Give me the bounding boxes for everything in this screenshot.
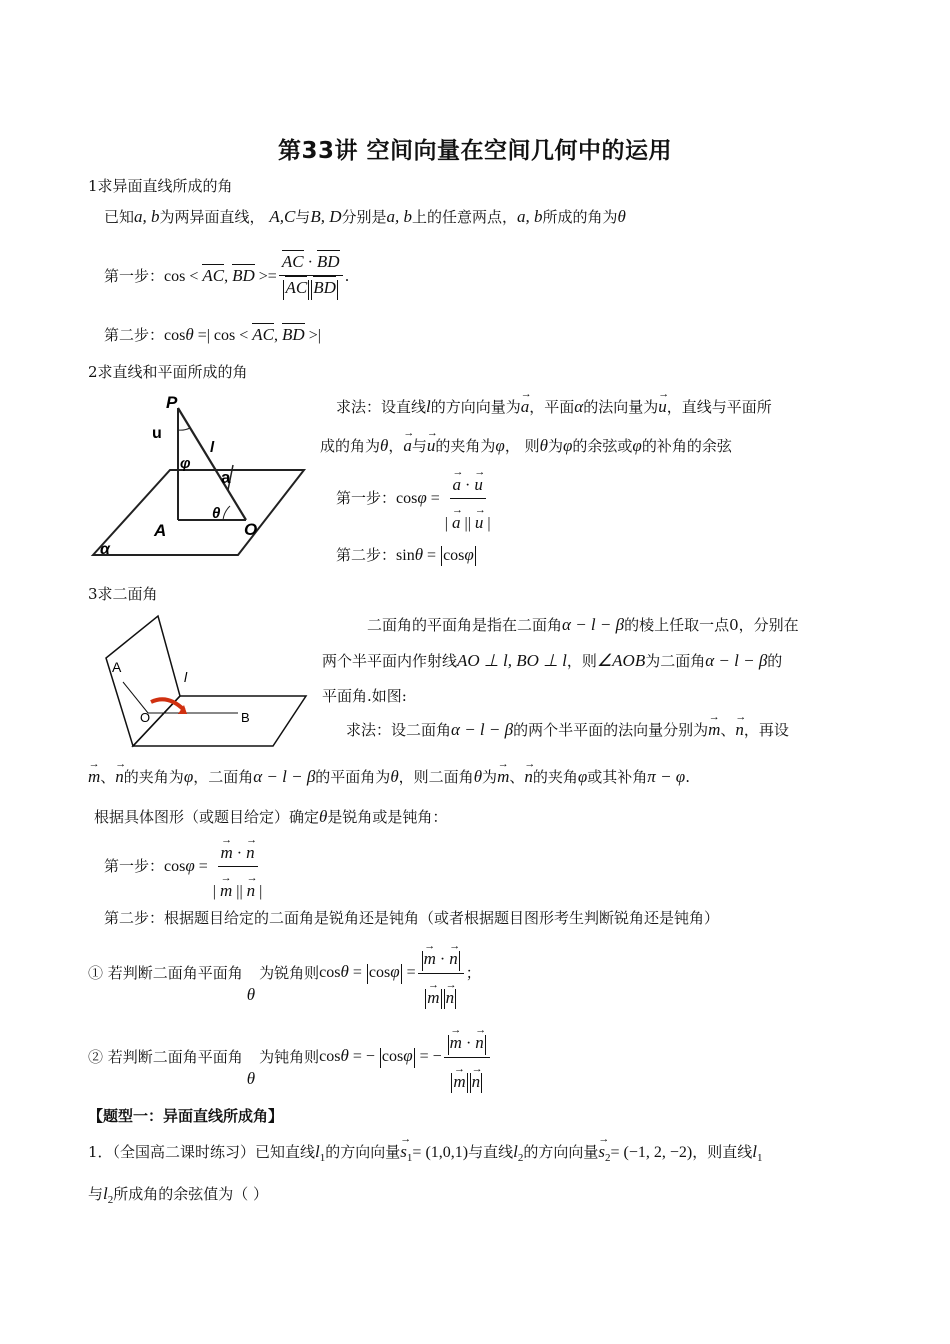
fig-label-l: l: [184, 669, 188, 685]
section3-step2: 第二步：根据题目给定的二面角是锐角还是钝角（或者根据题目图形考生判断锐角还是钝角）: [104, 909, 720, 927]
section2-step2: 第二步：sinθ = cosφ: [336, 545, 477, 566]
section2-method-line2: 成的角为θ，→ a与→ u的夹角为φ， 则θ为φ的余弦或φ的补角的余弦: [320, 436, 732, 456]
section3-case1: ① 若判断二面角平面角 θ 为锐角则 cosθ = cosφ = → m · → n → m→ n ；: [88, 940, 481, 1006]
section1-step2: 第二步：cosθ =| cos < AC, BD >|: [104, 325, 321, 344]
section3-para6: 根据具体图形（或题目给定）确定θ是锐角或是钝角：: [94, 807, 448, 826]
section1-heading: 1求异面直线所成的角: [88, 177, 233, 195]
page-title: 第33讲 空间向量在空间几何中的运用: [277, 138, 672, 164]
fig-label-A: A: [112, 659, 122, 675]
section3-para2: 两个半平面内作射线AO ⊥ l, BO ⊥ l，则∠AOB为二面角α − l − β的: [322, 651, 783, 670]
section3-para1: 二面角的平面角是指在二面角α − l − β的棱上任取一点0，分别在: [367, 615, 799, 634]
theta-arc: [223, 506, 230, 520]
fig-label-O: O: [244, 520, 258, 539]
section2-heading: 2求直线和平面所成的角: [88, 363, 248, 381]
plane-alpha: [93, 470, 304, 555]
fig-label-B: B: [241, 710, 250, 725]
section3-heading: 3求二面角: [88, 585, 158, 603]
section3-para5: → m、→ n的夹角为φ，二面角α − l − β的平面角为θ，则二面角θ为→ m、→ n的夹角φ或其补角π − φ.: [88, 767, 690, 787]
fig-label-theta: θ: [212, 505, 221, 522]
fig-label-P: P: [166, 393, 178, 412]
fig-label-A: A: [154, 521, 167, 540]
section1-intro: 已知a, b为两异面直线， A,C与B, D分别是a, b上的任意两点，a, b所成的角为θ: [104, 207, 626, 226]
fig-label-phi: φ: [180, 455, 191, 472]
half-plane-1: [106, 616, 180, 746]
section3-para3: 平面角.如图:: [322, 687, 407, 705]
fig-label-a: a: [221, 468, 231, 487]
section1-step1: 第一步： cos < AC, BD >= $\frac{AC \cdot BD}{\text{AC BD}}$ .: [104, 248, 349, 304]
section3-step1: 第一步： cosφ = → $\frac{m \cdot \to n}{| \to m || \to n |}$: [104, 836, 267, 896]
fig-label-u: u: [152, 425, 162, 442]
line-plane-figure: [88, 390, 310, 562]
section3-case2: ② 若判断二面角平面角 θ 为钝角则 cosθ = − cosφ = − → m · → n → m→ n: [88, 1022, 492, 1092]
ray-OA: [123, 682, 148, 713]
fig-label-O: O: [140, 710, 151, 725]
question1-line2: 与$l_2$所成角的余弦值为（ ）: [88, 1184, 269, 1206]
dihedral-figure: [88, 610, 310, 750]
section2-method: 求法：设直线l的方向向量为→ a，平面α的法向量为→ u，直线与平面所: [336, 397, 772, 417]
fig-label-alpha: α: [100, 541, 110, 558]
section2-step1: 第一步： cosφ = → $\frac{a \cdot \to u}{| \to a || \to u |}$: [336, 470, 496, 526]
fig-label-l: l: [210, 439, 215, 456]
phi-arc: [178, 428, 190, 430]
section3-para4: 求法：设二面角α − l − β的两个半平面的法向量分别为→ m、→ n，再设: [346, 720, 789, 740]
half-plane-2: [133, 696, 306, 746]
question1: 1．（全国高二课时练习）已知直线$l_1$的方向向量→ $s_1= (1,0,1)$与直线$l_2$的方向向量→ $s_2= (-1$, 2, −2)，则直线$l_1$: [88, 1142, 762, 1168]
type1-heading: 【题型一：异面直线所成角】: [88, 1107, 284, 1125]
